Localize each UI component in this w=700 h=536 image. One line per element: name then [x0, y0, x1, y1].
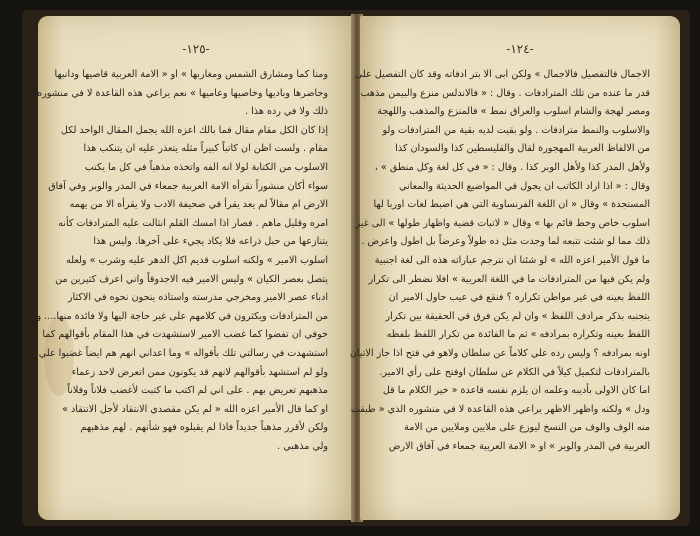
text-line: الاسلوب من الكتابة لولا انه الفه واتخذه مذهباً في كل ما يكتب — [84, 161, 328, 173]
text-line: او كما قال الأمير اعزه الله « لم يكن مقصدي الانتقاد لأجل الانتقاد » — [62, 403, 328, 415]
text-line: استشهدت في رسالتي تلك بأقواله » وما اعداني انهم هم ايضاً غضبوا علي — [38, 347, 328, 359]
text-line: مقام . ولست اظن ان كاتباً كبيراً مثله يتعذر عليه ان يتنكب هذا — [83, 143, 328, 155]
text-line: امره وقليل ماهم . فصار اذا امسك القلم انثالت عليه المترادفات كأنه — [58, 217, 328, 229]
text-line: ما قول الأمير اعزه الله » لو شئنا ان نترجم عباراته هذه الى لغة اجنبية — [374, 254, 650, 266]
open-book — [22, 10, 690, 526]
left-page — [23, 16, 354, 520]
text-line: ولو لم استشهد بأقوالهم لانهم قد يكونون ممن اتعرض لاحد زعماء — [71, 366, 328, 378]
text-line: اسلوب خاص وخط قائم بها » وقال « لاتبات قضية واظهار طولها » الى غير — [355, 217, 650, 229]
text-line: ولكن لأقرر مذهباً جديداً فاذا لم يقبلوه فهو شأنهم . لهم مذهبهم — [80, 422, 328, 434]
text-line: إذا كان الكل مقام مقال فما بالك اعزه الله يجمل المقال الواحد لكل — [60, 124, 328, 136]
text-line: ادباء عصر الامير ومخرجي مدرسته واستاذه ينحون نحوه في الاكثار — [67, 292, 328, 304]
text-line: من الالفاظ العربية المهجورة لقال والقليسطين كذا والسودان كذا — [395, 143, 650, 155]
text-line: خوفي ان تفضوا كما غضب الامير لاستشهدت في هذا المقام بأقوالهم كما — [42, 329, 328, 341]
right-page-text — [349, 66, 650, 456]
text-line: اما كان الاولى بأديبه وعلمه ان يلزم نفسه قاعدة « خير الكلام ما قل — [382, 385, 650, 397]
text-line: اسلوب الامير » ولكنه اسلوب قديم اكل الدهر عليه وشرب » ولعله — [66, 254, 328, 266]
text-line: بالمترادفات لتكميل كيلاً في الكلام عن سلطان اوفتح على رأي الامير. — [379, 366, 650, 378]
text-line: ودل » ولكنه واظهر الاظهر يراعي هذه القاعدة لا في منشوره الذي « طبقت — [350, 403, 650, 415]
text-line: ولي مذهبي . — [277, 440, 328, 452]
text-line: يتجنبه بذكر مرادف اللفظ » وان لم يكن فرق في الحقيقة بين تكرار — [385, 310, 650, 322]
text-line: والاسلوب والنمط مترادفات . ولو بقيت لديه بقية من المترادفات ولو — [382, 124, 650, 136]
text-line: ولم يكن فيها من المترادفات ما في اللغة العربية » افلا نضطر الى تكرار — [368, 273, 650, 285]
text-line: المستجدة » وقال « ان اللغة الفرنساوية التي هي اضبط لغات اوربا لها — [373, 199, 650, 211]
text-line: اللفظ بعينه في غير مواطن تكراره ؟ فنقع في عيب حاول الامير ان — [388, 292, 650, 304]
text-line: ومنا كما ومشارق الشمس ومغاربها » او « الامة العربية قاصيها ودانيها — [54, 69, 328, 80]
text-line: من المترادفات ويكثرون في كلامهم على غير حاجة اليها ولا فائدة منها.... ولولا — [23, 310, 328, 322]
text-line: الارض ام مقالاً لم يعد يقرأ في صحيفة الادب ولا يقرأه الا من يهمه — [69, 199, 328, 211]
right-page-number: -١٢٤- — [506, 42, 534, 56]
text-line: اونه بمرادفه ؟ وليس رده علي كلاماً عن سلطان ولاهو في فتح اذا جاز الاتيان — [349, 347, 650, 359]
text-line: يتصل بعصر الكيان » وليس الامير فيه الاجدوقاً واتي اعرف كثيرين من — [55, 273, 328, 285]
text-line: وقال : « اذا اراد الكاتب ان يجول في المواضيع الحديثة والمعاني — [399, 180, 650, 192]
text-line: اللفظ بعينه وتكراره بمرادفه » ثم ما الفائدة من تكرار اللفظ بلفظه — [386, 329, 650, 341]
right-page — [349, 16, 680, 520]
text-line: العربية في المدر والوبر » او « الامة العربية جمعاء في آفاق الارض — [388, 440, 650, 452]
text-line: يتنازعها من حبل ذراعه فلا يكاد يجيء على آخرها. وليس هذا — [93, 236, 328, 248]
text-line: ولأهل المدر كذا ولأهل الوبر كذا . وقال : « في كل لغة وكل منطق » ، — [374, 161, 650, 173]
text-line: وحاضرها وباديها وخاصيها وعاميها » نعم يراعي هذه القاعدة لا في منشوره — [37, 87, 328, 99]
text-line: ذلك مما لو شئت تتبعه لما وجدت مثل ده طولاً وعرضاً بل اطول واعرض . — [361, 236, 650, 248]
text-line: ذلك ولا في رده هذا . — [245, 106, 328, 118]
text-line: سواء أكان منشوراً تقرأه الامة العربية جمعاء في المدر والوبر وفي آفاق — [48, 180, 328, 192]
text-line: مذهبهم تعريض بهم . على اني لم اكتب ما كتبت لأغضب فلاناً وفلاناً — [67, 385, 328, 397]
left-page-number: -١٢٥- — [182, 42, 210, 56]
text-line: قدر ما عنده من تلك المترادفات . وقال : « فالاندلس منزع والبيمن مذهب — [360, 87, 650, 99]
text-line: الاجمال فالتفصيل فالاجمال » ولكن ابى الا بتر ادفاته وقد كان التفصيل على — [354, 69, 650, 80]
left-page-text — [23, 66, 328, 456]
text-line: ومصر لهجة والشام اسلوب والعراق نمط » فالمنزع والمذهب واللهجة — [377, 106, 650, 118]
text-line: منه الوف والوف من النسخ ليوزع على ملايين وملايين من الامة — [404, 422, 650, 434]
